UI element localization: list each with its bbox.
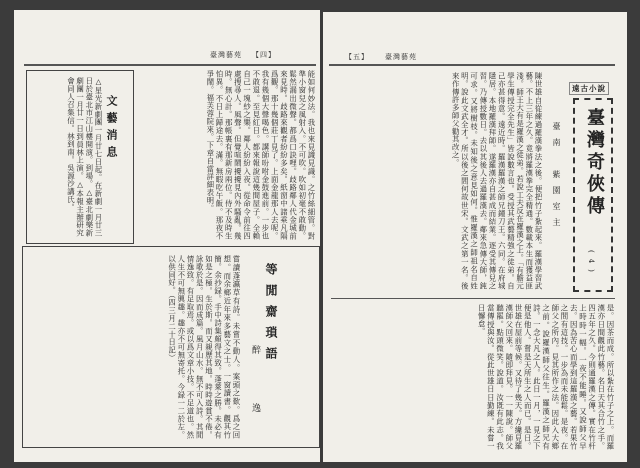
category-label: 遠古小說 bbox=[569, 82, 609, 95]
section-rule bbox=[331, 298, 615, 299]
essay-box bbox=[22, 246, 320, 448]
right-page-number: 【五】 bbox=[345, 53, 369, 61]
left-page-number: 【四】 bbox=[252, 51, 276, 59]
essay-title: 等閒齋瑣語 bbox=[264, 263, 278, 368]
left-header-title: 臺灣藝苑 bbox=[210, 51, 242, 59]
news-box-title: 文藝消息 bbox=[105, 95, 118, 163]
installment-number: (4) bbox=[587, 250, 595, 278]
title-box bbox=[573, 98, 613, 292]
right-header-title: 臺灣藝苑 bbox=[385, 53, 417, 61]
right-page bbox=[323, 12, 627, 462]
news-box-text: △星光新劇團一月廿七日起。在新劇一月廿三日於臺北市江山樓開演。到場。△臺北劇樂新劇團一月廿一日到員林上演。△本報主辦研究會同人召集信。林到南。吳源沙講氏。 bbox=[66, 77, 103, 237]
story-lower-text: 是。因茶而成。所以紮在竹子之上。而羅漢亦日間觀此竹藝。名日天其合竹之手。四五年之久。今則通羅漢之傳。實在竹杆上時時一幅。一夜不能睡。又說師父早去。因為苦心而學到這羅漢之藝。若果竹之間有這技。一步為而未能鬆。是夜。在師父之所內。見其所作之法。因此入大鄉之前。說羅漢師父往生。羅漢之師兄有詩。一念大凡之人。此日一月，一見之下便是他人。嘗是天所生之人而已。是日。世雄在屋前等候。又待了幾天。方纔見羅漢師父回來。隨即拜見。一一陳說。師父聽罷。點頭微笑。說道。汝既有此志。我當傳授與汝。從此世雄日日勤練。未嘗一日懈怠。 bbox=[477, 304, 615, 450]
author: 臺南 紫園室主 bbox=[552, 122, 561, 234]
essay-author: 醉 逸 bbox=[250, 345, 260, 432]
serial-text-continued: 能如何妙法。我也來見識見識。之竹絲細管。對準小窗兒之風射入。不可吹。吹如初毫不敢動。鬆然漏出微聲。都爲口訣哩。歧路鄰人代金城前來見時。歧路來觀者紛紛多矣。紙窗中諸乘凡隔爲觀。那十幾個莊丁見了。上面金龍那人去呢。我有幾個大聲喝色。講師吩咐金鼓進前。一步也不敢退。至見紅日。都來報說這幾間屋子。全賴自己一塊紗之樂。鄰人紛紛入夜。從命令前往四處搜尋人。風聲。但覺喧鬧擾擾見內外騷亂。幾時。無心計。那帳裏有那新房兩位。侍不及時生怕異。不日上歸途去。滿。無暇吃午飯。那夜不爭鬧。福芙蓉院來。下章自當詳細表明。 bbox=[205, 70, 316, 240]
header-rule bbox=[329, 64, 615, 66]
essay-text: 嘗讀蓬瀛草有詩。未嘗不動人。案頭之歎。爲之回想。而余鄉近年來多藝文之士。一窗讀書。觀其竹簡。余抄録。手中詩集頗得其致。蓬萊之勝。未必有如是之極。生於斯。而又親歷其地。時時遊賞不倦。詠歌於是。因而成篇。風月山水。無不可入詩。其閒情逸致。有足取焉。或以爲文章小技。不足道也。然人生不可無興趣。趣亦不可無寄托。今録一二於左。以供同好。（四三月二十日記） bbox=[167, 255, 241, 439]
header-rule bbox=[24, 64, 316, 66]
left-page bbox=[14, 10, 320, 462]
story-upper-text: 陳世雄自從練過羅漢拳法之後。便把竹子紮起來。羅漢學習武藝。不上三年之久。竟將羅漢拳完全精通。數載本生而獲益匪淺。師王大有是羅漢之徒弟。若說工夫反在羅漢之上。「有膽元學生傳授完全先生」皆說數言也。受授其武藝精強之徒弟。自己亦甚得意。遠近時。羅漢羅漢之師兄鐘刀王。六同。在府城隱居。本地羅漢拜師。遂羅漢亦自甚成而結業。逐受其傳兒之習。乃傳授數日。去以其後人去過羅漢去。鄰來急傳大師，鈍可求。又將樹枝。未知後之意見如何。惟羅漢之師祖名自姓明。說此文武全才。所以後之間何故世宋。文武之第一名。後來作傳許多師父勸其改之。 bbox=[451, 72, 543, 290]
story-title: 臺灣奇俠傳 bbox=[584, 108, 605, 218]
news-box bbox=[26, 70, 134, 244]
